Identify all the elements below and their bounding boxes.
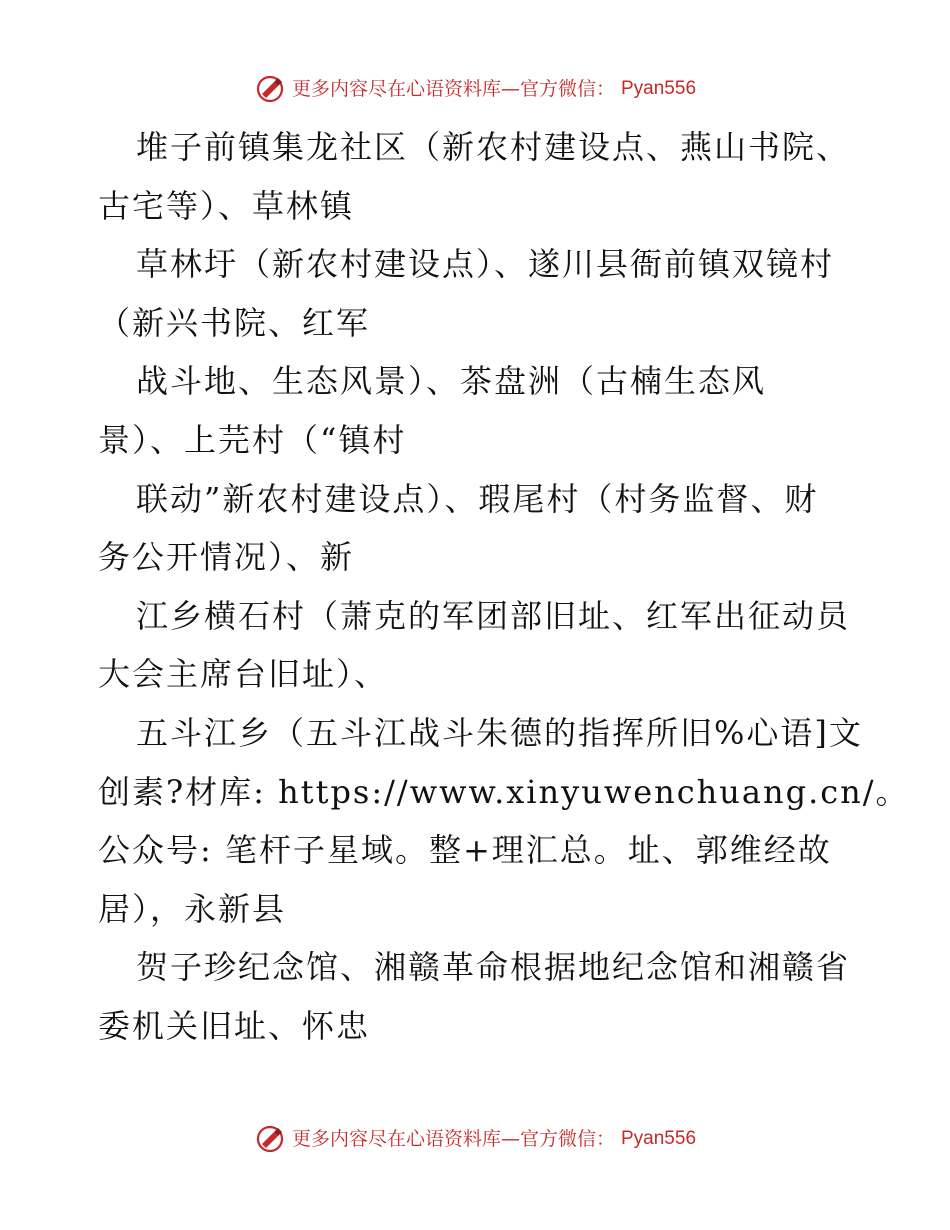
text-line: （新兴书院、红军 xyxy=(98,303,371,342)
text-line: 务公开情况）、新 xyxy=(98,538,355,577)
paragraph xyxy=(98,470,858,587)
text-line: 委机关旧址、怀忠 xyxy=(98,1006,371,1045)
watermark-id: Pyan556 xyxy=(621,1128,697,1149)
paragraph xyxy=(98,118,858,235)
text-line: 公众号: 笔杆子星域。整+理汇总。址、郭维经故 xyxy=(98,831,832,870)
paragraph xyxy=(98,587,858,704)
paragraph xyxy=(98,352,858,469)
text-line: 大会主席台旧址）、 xyxy=(98,655,389,694)
header-watermark xyxy=(0,74,950,104)
text-line: 景）、上芫村（“镇村 xyxy=(98,420,407,459)
text-line: 古宅等）、草林镇 xyxy=(98,186,355,225)
watermark-id: Pyan556 xyxy=(621,78,697,99)
text-line: 堆子前镇集龙社区（新农村建设点、燕山书院、 xyxy=(136,128,851,166)
text-line: 江乡横石村（萧克的军团部旧址、红军出征动员 xyxy=(136,596,851,635)
watermark-text: 更多内容尽在心语资料库—官方微信： xyxy=(291,78,615,100)
paragraph xyxy=(98,704,910,938)
text-line: 居），永新县 xyxy=(98,889,287,928)
text-line: 创素?材库: https://www.xinyuwenchuang.cn/。 xyxy=(98,772,910,811)
pen-logo-icon xyxy=(254,74,286,104)
footer-watermark xyxy=(0,1124,950,1154)
watermark-text: 更多内容尽在心语资料库—官方微信： xyxy=(291,1128,615,1150)
paragraph xyxy=(98,235,858,352)
pen-logo-icon xyxy=(254,1124,286,1154)
text-line: 五斗江乡（五斗江战斗朱德的指挥所旧%心语]文 xyxy=(136,713,863,752)
text-line: 战斗地、生态风景）、茶盘洲（古楠生态风 xyxy=(136,362,767,401)
text-line: 贺子珍纪念馆、湘赣革命根据地纪念馆和湘赣省 xyxy=(136,948,851,987)
document-body xyxy=(98,118,910,1056)
paragraph xyxy=(98,938,858,1055)
text-line: 草林圩（新农村建设点）、遂川县衙前镇双镜村 xyxy=(136,245,835,284)
text-line: 联动”新农村建设点）、瑕尾村（村务监督、财 xyxy=(136,479,819,518)
